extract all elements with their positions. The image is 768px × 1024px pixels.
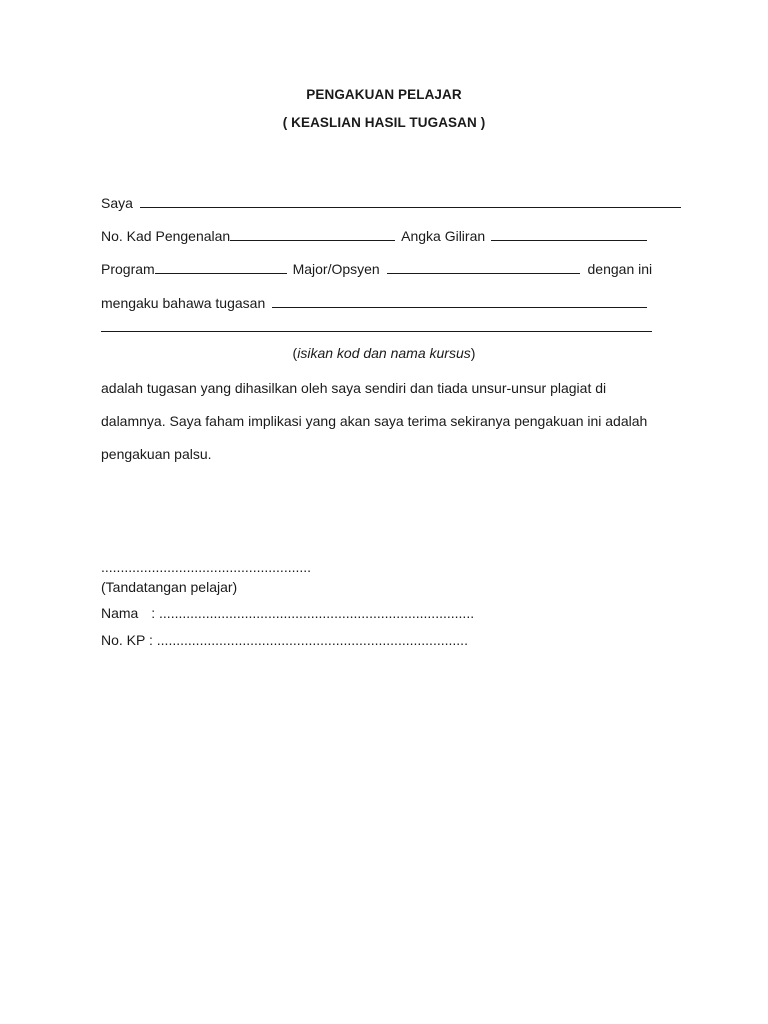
tugasan-field[interactable] — [272, 295, 647, 308]
signature-line[interactable]: ...................................................... — [101, 559, 312, 575]
body-line-3: pengakuan palsu. — [101, 446, 212, 462]
body-line-2: dalamnya. Saya faham implikasi yang akan saya terima sekiranya pengakuan ini adalah — [101, 413, 648, 429]
major-label: Major/Opsyen — [292, 261, 380, 277]
ic-row — [101, 228, 647, 244]
nama-colon: : — [151, 605, 156, 621]
tugasan-row — [101, 295, 647, 311]
kp-row — [101, 632, 468, 648]
nama-row — [101, 605, 474, 621]
program-field[interactable] — [155, 261, 287, 274]
page-subtitle: ( KEASLIAN HASIL TUGASAN ) — [282, 115, 486, 130]
dengan-ini-text: dengan ini — [587, 261, 653, 277]
ic-number-field[interactable] — [230, 228, 395, 241]
course-field[interactable] — [101, 331, 652, 332]
nama-field[interactable]: ................................................................................. — [159, 605, 475, 621]
mengaku-label: mengaku bahawa tugasan — [101, 295, 266, 311]
giliran-label: Angka Giliran — [401, 228, 486, 244]
kp-field[interactable]: ................................................................................ — [156, 632, 468, 648]
signature-label: (Tandatangan pelajar) — [101, 579, 238, 595]
giliran-field[interactable] — [491, 228, 647, 241]
hint-text: isikan kod dan nama kursus — [297, 345, 471, 361]
saya-name-field[interactable] — [140, 195, 681, 208]
course-hint — [0, 345, 768, 361]
page-title: PENGAKUAN PELAJAR — [306, 87, 462, 102]
nama-label: Nama — [101, 605, 139, 621]
kp-label: No. KP : — [101, 632, 153, 648]
saya-label: Saya — [101, 195, 133, 211]
saya-row — [101, 195, 681, 211]
ic-label: No. Kad Pengenalan — [101, 228, 231, 244]
hint-open: ( — [292, 345, 298, 361]
program-label: Program — [101, 261, 155, 277]
major-field[interactable] — [387, 261, 580, 274]
body-line-1: adalah tugasan yang dihasilkan oleh saya sendiri dan tiada unsur-unsur plagiat di — [101, 380, 607, 396]
program-row — [101, 261, 652, 277]
hint-close: ) — [470, 345, 476, 361]
